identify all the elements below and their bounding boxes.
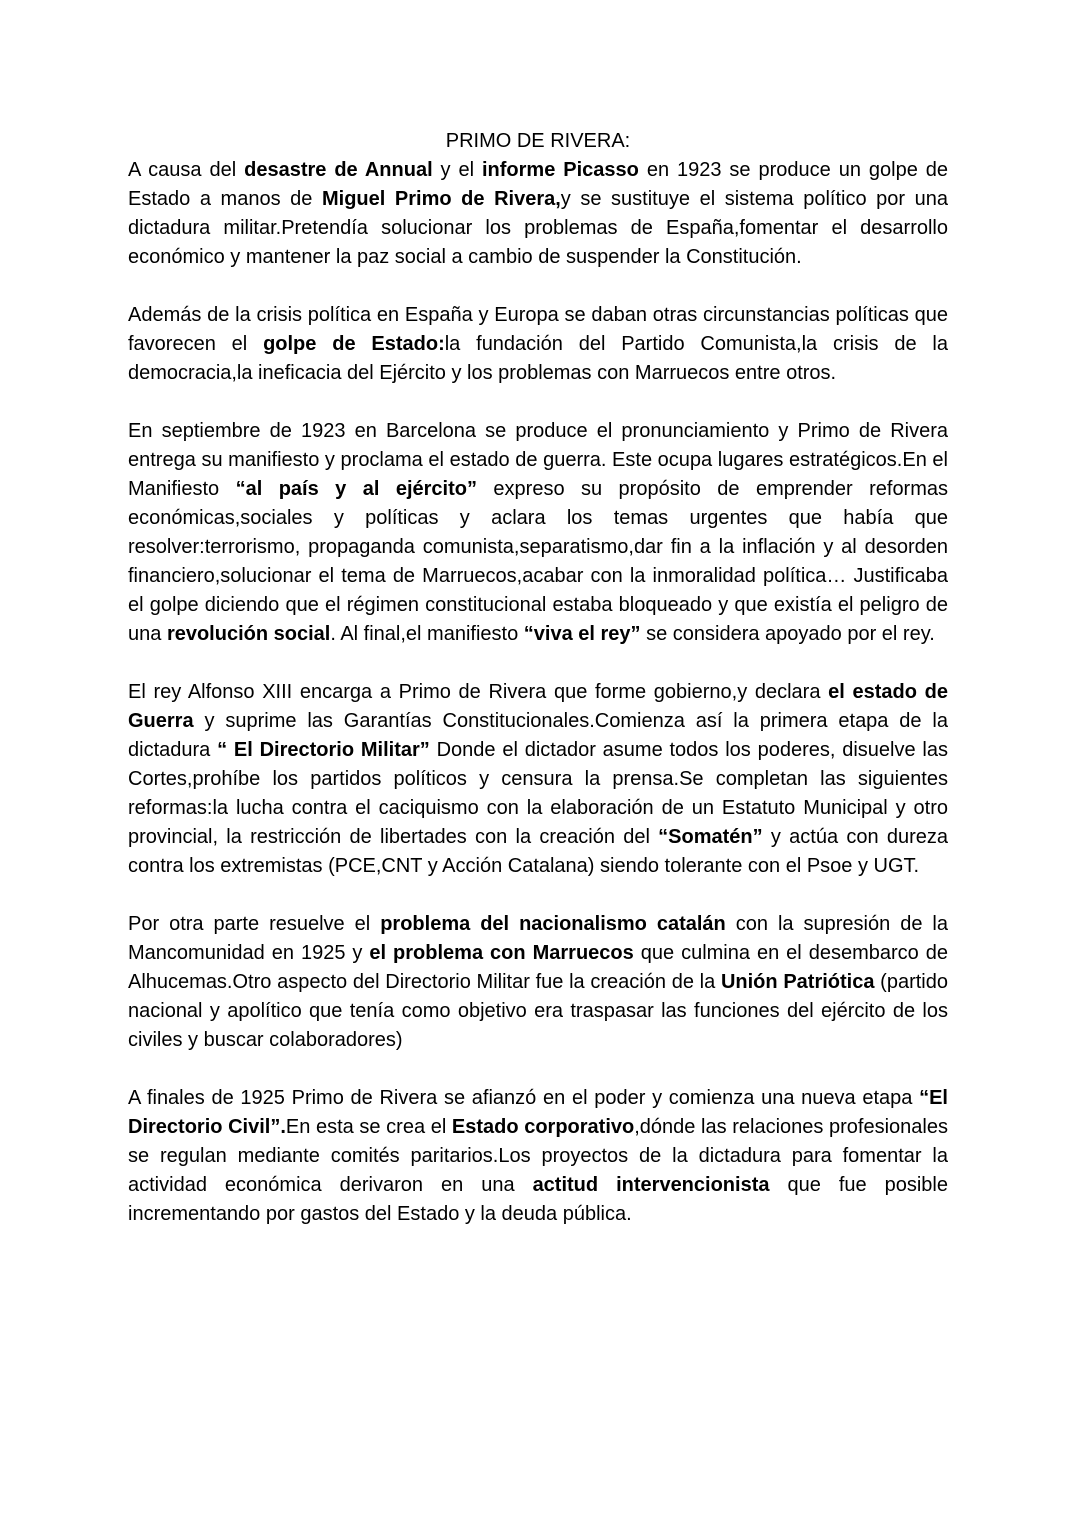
bold-text-run: informe Picasso (482, 159, 639, 181)
text-run: expreso su propósito de emprender reformas económicas,sociales y políticas y aclara los temas urgentes que había que resolver:terrorismo, propaganda comunista,separatismo,dar fin a la inflación y al desorden financiero,solucionar el tema de Marruecos,acabar con la inmoralidad política… Justificaba el golpe diciendo que el régimen constitucional estaba bloqueado y que existía el peligro de una (128, 478, 949, 645)
bold-text-run: problema del nacionalismo catalán (380, 913, 726, 935)
paragraph (128, 1084, 948, 1229)
paragraph (128, 910, 948, 1055)
paragraph (128, 156, 948, 272)
text-run: y suprime las Garantías Constitucionales.Comienza así la primera etapa de la dictadura (128, 710, 948, 761)
bold-text-run: “al país y al ejército” (235, 478, 477, 500)
text-run: y se sustituye el sistema político por una dictadura militar.Pretendía solucionar los problemas de España,fomentar el desarrollo económico y mantener la paz social a cambio de suspender la Constitución. (128, 188, 949, 268)
bold-text-run: “El Directorio Civil”. (128, 1087, 948, 1138)
document-title: PRIMO DE RIVERA: (445, 130, 631, 152)
bold-text-run: revolución social (166, 623, 331, 645)
text-run: El rey Alfonso XIII encarga a Primo de Rivera que forme gobierno,y declara (128, 681, 829, 703)
bold-text-run: golpe de Estado: (263, 333, 445, 355)
text-run: Donde el dictador asume todos los poderes, disuelve las Cortes,prohíbe los partidos políticos y censura la prensa.Se completan las siguientes reformas:la lucha contra el caciquismo con la elaboración de un Estatuto Municipal y otro provincial, la restricción de libertades con la creación del (128, 739, 948, 848)
paragraph (128, 417, 948, 649)
bold-text-run: “Somatén” (658, 826, 763, 848)
text-run: . Al final,el manifiesto (330, 623, 524, 645)
text-run: y el (432, 159, 482, 181)
text-run: A causa del (128, 159, 245, 181)
bold-text-run: Unión Patriótica (720, 971, 875, 993)
paragraph (128, 301, 948, 388)
text-run: A finales de 1925 Primo de Rivera se afianzó en el poder y comienza una nueva etapa (128, 1087, 920, 1109)
text-run: En septiembre de 1923 en Barcelona se produce el pronunciamiento y Primo de Rivera entrega su manifiesto y proclama el estado de guerra. Este ocupa lugares estratégicos.En el Manifiesto (128, 420, 948, 500)
paragraph (128, 678, 948, 881)
text-run: Además de la crisis política en España y Europa se daban otras circunstancias políticas que favorecen el (128, 304, 948, 355)
bold-text-run: el estado de Guerra (128, 681, 948, 732)
text-run: Por otra parte resuelve el (128, 913, 381, 935)
text-run: se considera apoyado por el rey. (640, 623, 935, 645)
text-run: en 1923 se produce un golpe de Estado a manos de (128, 159, 948, 210)
bold-text-run: “viva el rey” (523, 623, 641, 645)
bold-text-run: actitud intervencionista (532, 1174, 770, 1196)
text-run: con la supresión de la Mancomunidad en 1925 y (128, 913, 948, 964)
text-run: (partido nacional y apolítico que tenía como objetivo era traspasar las funciones del ejército de los civiles y buscar colaboradores) (128, 971, 948, 1051)
bold-text-run: Estado corporativo (451, 1116, 635, 1138)
text-run: ,dónde las relaciones profesionales se regulan mediante comités paritarios.Los proyectos de la dictadura para fomentar la actividad económica derivaron en una (128, 1116, 948, 1196)
text-run: y actúa con dureza contra los extremistas (PCE,CNT y Acción Catalana) siendo tolerante con el Psoe y UGT. (128, 826, 948, 877)
document-body (128, 156, 948, 1229)
text-run: la fundación del Partido Comunista,la crisis de la democracia,la ineficacia del Ejército y los problemas con Marruecos entre otros. (128, 333, 948, 384)
text-run: que fue posible incrementando por gastos del Estado y la deuda pública. (128, 1174, 948, 1225)
text-run: En esta se crea el (285, 1116, 452, 1138)
bold-text-run: el problema con Marruecos (369, 942, 634, 964)
text-run: que culmina en el desembarco de Alhucemas.Otro aspecto del Directorio Militar fue la creación de la (128, 942, 949, 993)
bold-text-run: “ El Directorio Militar” (217, 739, 430, 761)
bold-text-run: desastre de Annual (244, 159, 433, 181)
bold-text-run: Miguel Primo de Rivera, (321, 188, 561, 210)
